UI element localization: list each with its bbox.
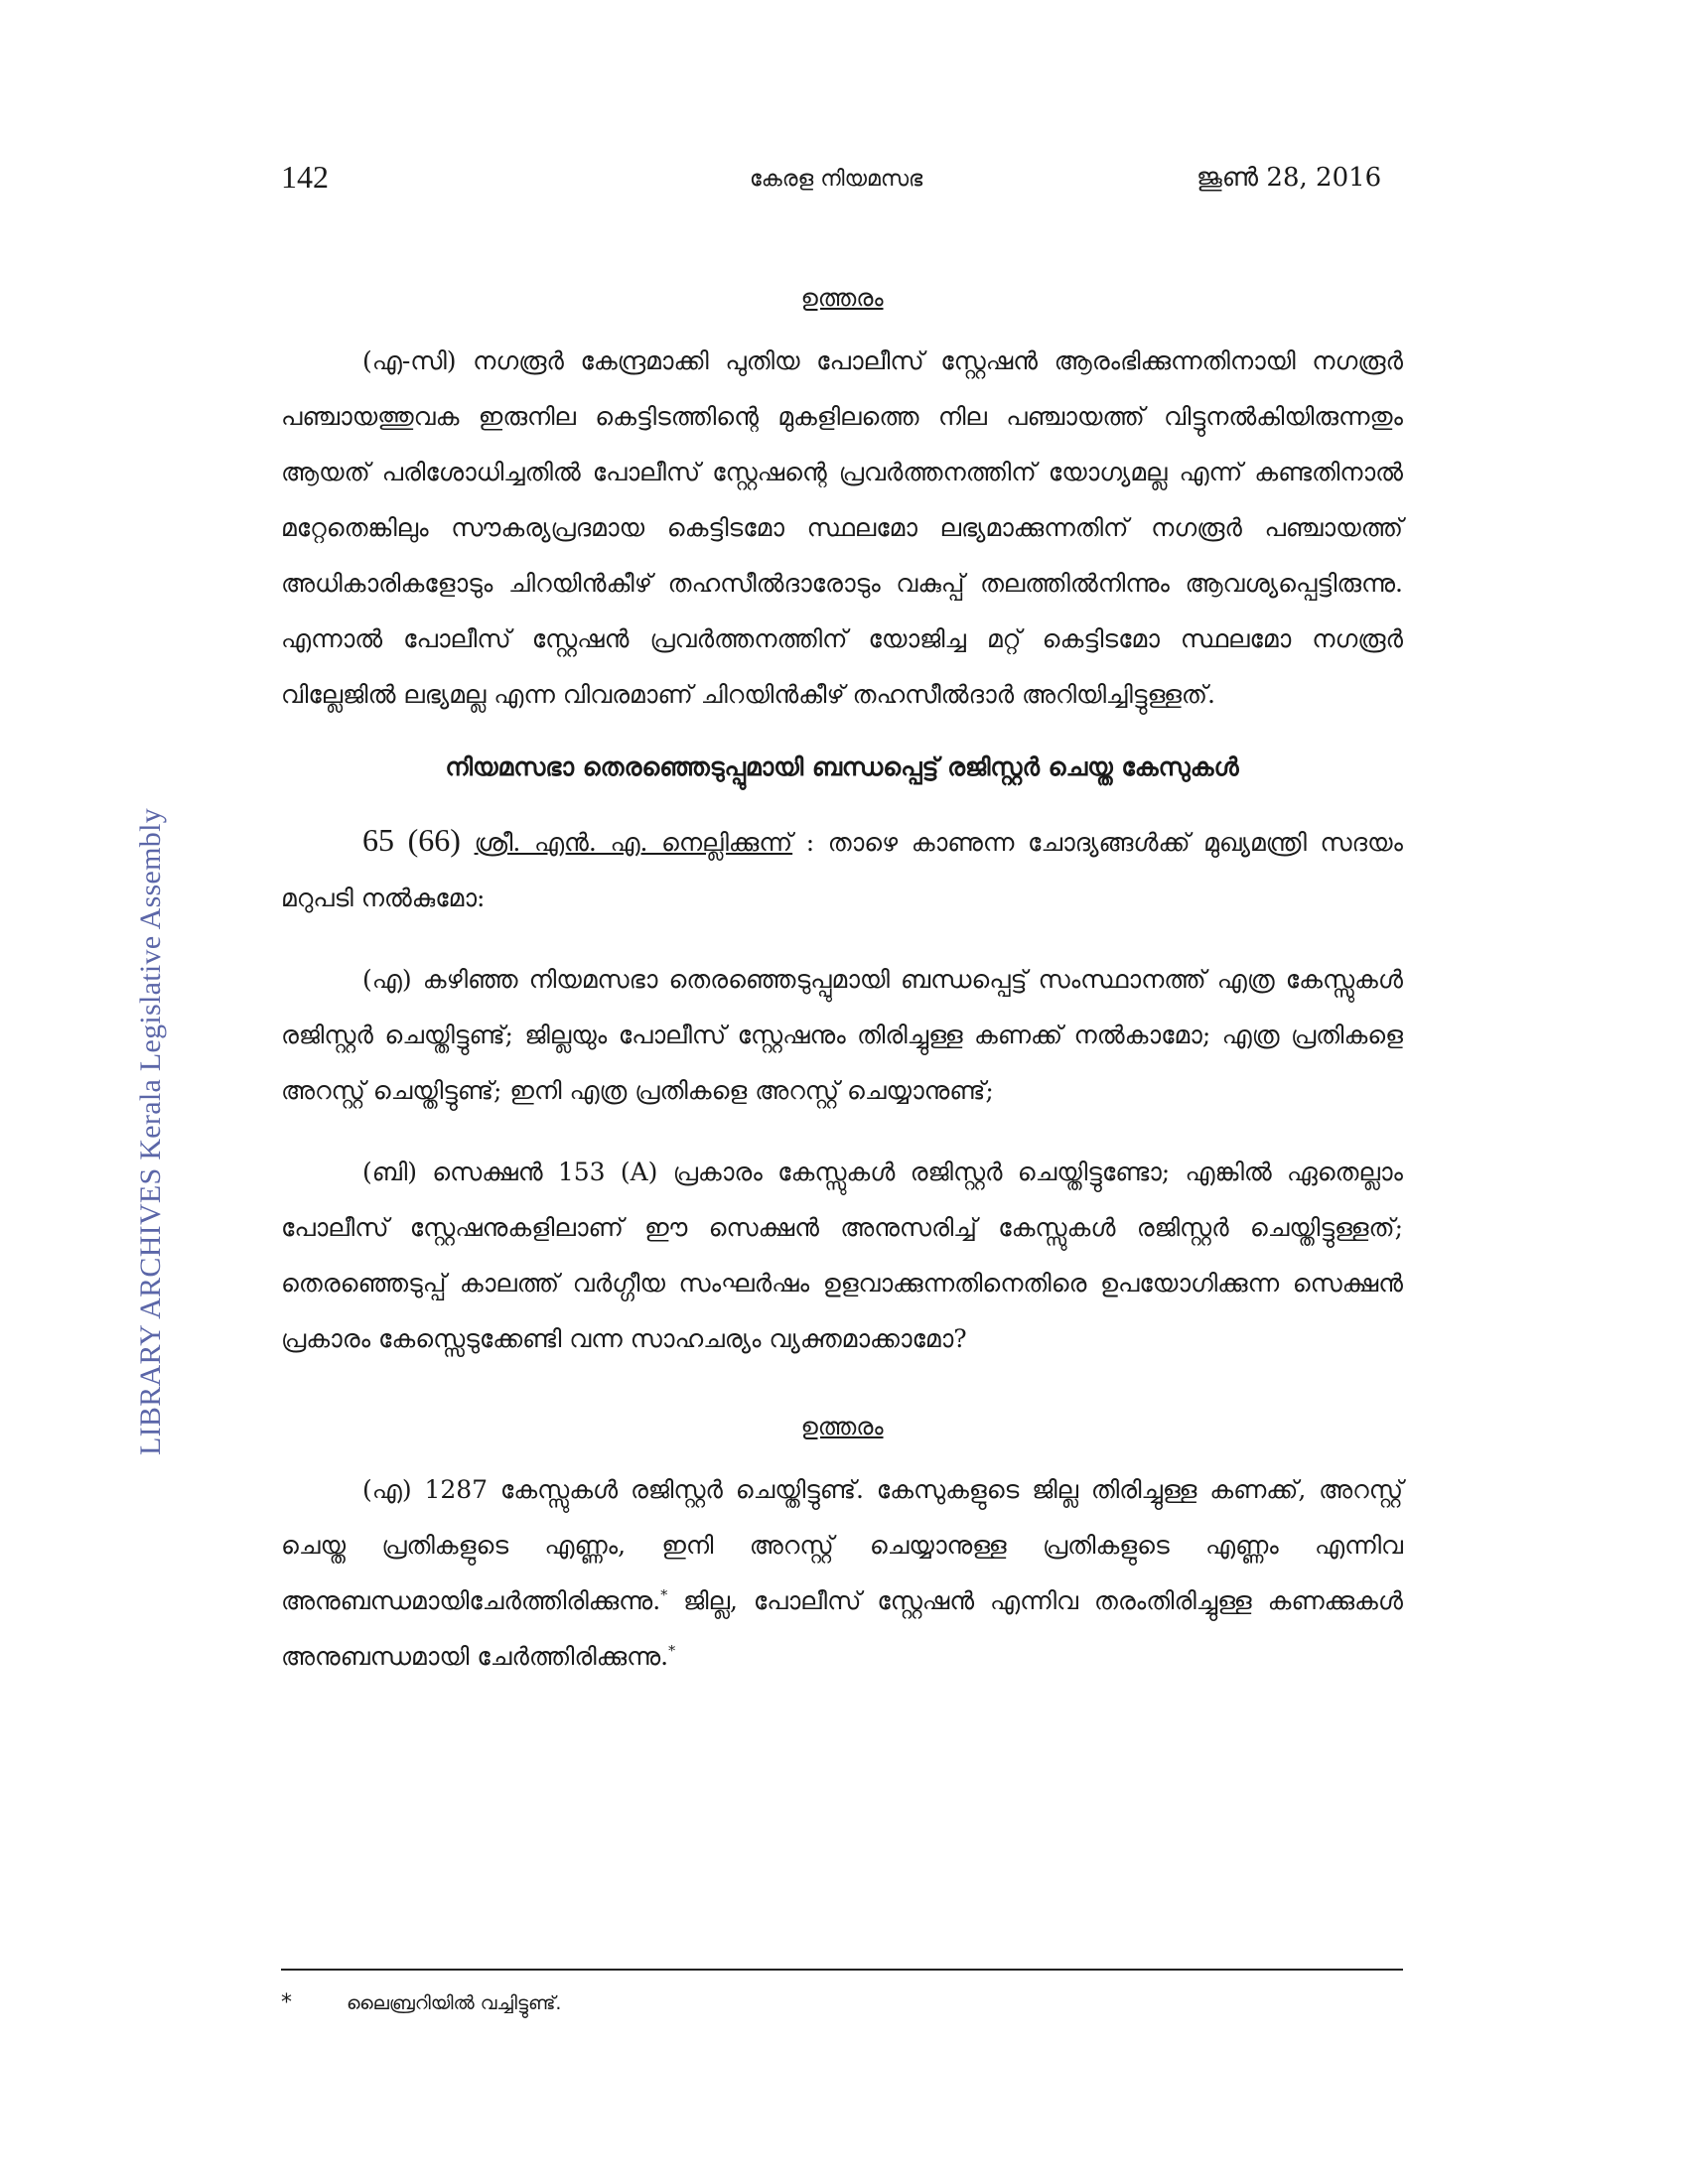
stamp-text: LIBRARY ARCHIVES Kerala Legislative Assembly xyxy=(134,807,167,1456)
footnote-ref-2: * xyxy=(668,1643,676,1660)
answer-heading-1: ഉത്തരം xyxy=(800,284,884,312)
footnote-text: ലൈബ്രറിയിൽ വച്ചിട്ടുണ്ട്. xyxy=(347,1992,562,2014)
answer-paragraph-2 xyxy=(281,1462,1403,1685)
answer-paragraph-1: (എ-സി) നഗരൂർ കേന്ദ്രമാക്കി പുതിയ പോലീസ് സ്റ്റേഷൻ ആരംഭിക്കുന്നതിനായി നഗരൂർ പഞ്ചായത്തുവക ഇരുനില കെട്ടിടത്തിന്റെ മുകളിലത്തെ നില പഞ്ചായത്ത് വിട്ടുനൽകിയിരുന്നതും ആയത് പരിശോധിച്ചതിൽ പോലീസ് സ്റ്റേഷന്റെ പ്രവർത്തനത്തിന് യോഗ്യമല്ല എന്ന് കണ്ടതിനാൽ മറ്റേതെങ്കിലും സൗകര്യപ്രദമായ കെട്ടിടമോ സ്ഥലമോ ലഭ്യമാക്കുന്നതിന് നഗരൂർ പഞ്ചായത്ത് അധികാരികളോടും ചിറയിൻകീഴ് തഹസീൽദാരോടും വകുപ്പ് തലത്തിൽനിന്നും ആവശ്യപ്പെട്ടിരുന്നു. എന്നാൽ പോലീസ് സ്റ്റേഷൻ പ്രവർത്തനത്തിന് യോജിച്ച മറ്റ് കെട്ടിടമോ സ്ഥലമോ നഗരൂർ വില്ലേജിൽ ലഭ്യമല്ല എന്ന വിവരമാണ് ചിറയിൻകീഴ് തഹസീൽദാർ അറിയിച്ചിട്ടുള്ളത്. xyxy=(281,346,1403,709)
answer-part-a-text2: ജില്ല, പോലീസ് സ്റ്റേഷൻ എന്നിവ തരംതിരിച്ചുള്ള കണക്കുകൾ അനുബന്ധമായി ചേർത്തിരിക്കുന്നു. xyxy=(281,1586,1403,1671)
footnote-mark: * xyxy=(281,1990,292,2015)
footnote-ref-1: * xyxy=(660,1587,668,1604)
page-number: 142 xyxy=(281,159,329,195)
running-title: കേരള നിയമസഭ xyxy=(750,167,923,192)
question-part-b: (ബി) സെക്ഷൻ 153 (A) പ്രകാരം കേസ്സുകൾ രജിസ്റ്റർ ചെയ്തിട്ടുണ്ടോ; എങ്കിൽ ഏതെല്ലാം പോലീസ് സ്റ്റേഷനുകളിലാണ് ഈ സെക്ഷൻ അനുസരിച്ച് കേസ്സുകൾ രജിസ്റ്റർ ചെയ്തിട്ടുള്ളത്; തെരഞ്ഞെടുപ്പ് കാലത്ത് വർഗ്ഗീയ സംഘർഷം ഉളവാക്കുന്നതിനെതിരെ ഉപയോഗിക്കുന്ന സെക്ഷൻ പ്രകാരം കേസ്സെടുക്കേണ്ടി വന്ന സാഹചര്യം വ്യക്തമാക്കാമോ? xyxy=(281,1158,1403,1353)
question-intro-text: : താഴെ കാണുന്ന ചോദ്യങ്ങൾക്ക് മുഖ്യമന്ത്രി സദയം മറുപടി നൽകുമോ: xyxy=(281,828,1404,912)
document-body xyxy=(281,278,1403,1685)
answer-part-a-text1: (എ) 1287 കേസ്സുകൾ രജിസ്റ്റർ ചെയ്തിട്ടുണ്ട്. കേസുകളുടെ ജില്ല തിരിച്ചുള്ള കണക്ക്, അറസ്റ്റ് ചെയ്ത പ്രതികളുടെ എണ്ണം, ഇനി അറസ്റ്റ് ചെയ്യാനുള്ള പ്രതികളുടെ എണ്ണം എന്നിവ അനുബന്ധമായിചേർത്തിരിക്കുന്നു. xyxy=(281,1475,1403,1615)
footnote xyxy=(281,1990,561,2015)
footnote-divider xyxy=(281,1969,1403,1971)
section-heading: നിയമസഭാ തെരഞ്ഞെടുപ്പുമായി ബന്ധപ്പെട്ട് രജിസ്റ്റർ ചെയ്ത കേസുകൾ xyxy=(445,752,1239,781)
question-number: 65 (66) xyxy=(362,822,461,858)
page-date: ജൂൺ 28, 2016 xyxy=(1196,163,1382,193)
answer-heading-2: ഉത്തരം xyxy=(800,1413,884,1440)
question-part-a: (എ) കഴിഞ്ഞ നിയമസഭാ തെരഞ്ഞെടുപ്പുമായി ബന്ധപ്പെട്ട് സംസ്ഥാനത്ത് എത്ര കേസ്സുകൾ രജിസ്റ്റർ ചെയ്തിട്ടുണ്ട്; ജില്ലയും പോലീസ് സ്റ്റേഷനും തിരിച്ചുള്ള കണക്ക് നൽകാമോ; എത്ര പ്രതികളെ അറസ്റ്റ് ചെയ്തിട്ടുണ്ട്; ഇനി എത്ര പ്രതികളെ അറസ്റ്റ് ചെയ്യാനുണ്ട്; xyxy=(281,965,1403,1105)
question-intro xyxy=(281,812,1403,926)
member-name: ശ്രീ. എൻ. എ. നെല്ലിക്കുന്ന് xyxy=(474,828,793,857)
